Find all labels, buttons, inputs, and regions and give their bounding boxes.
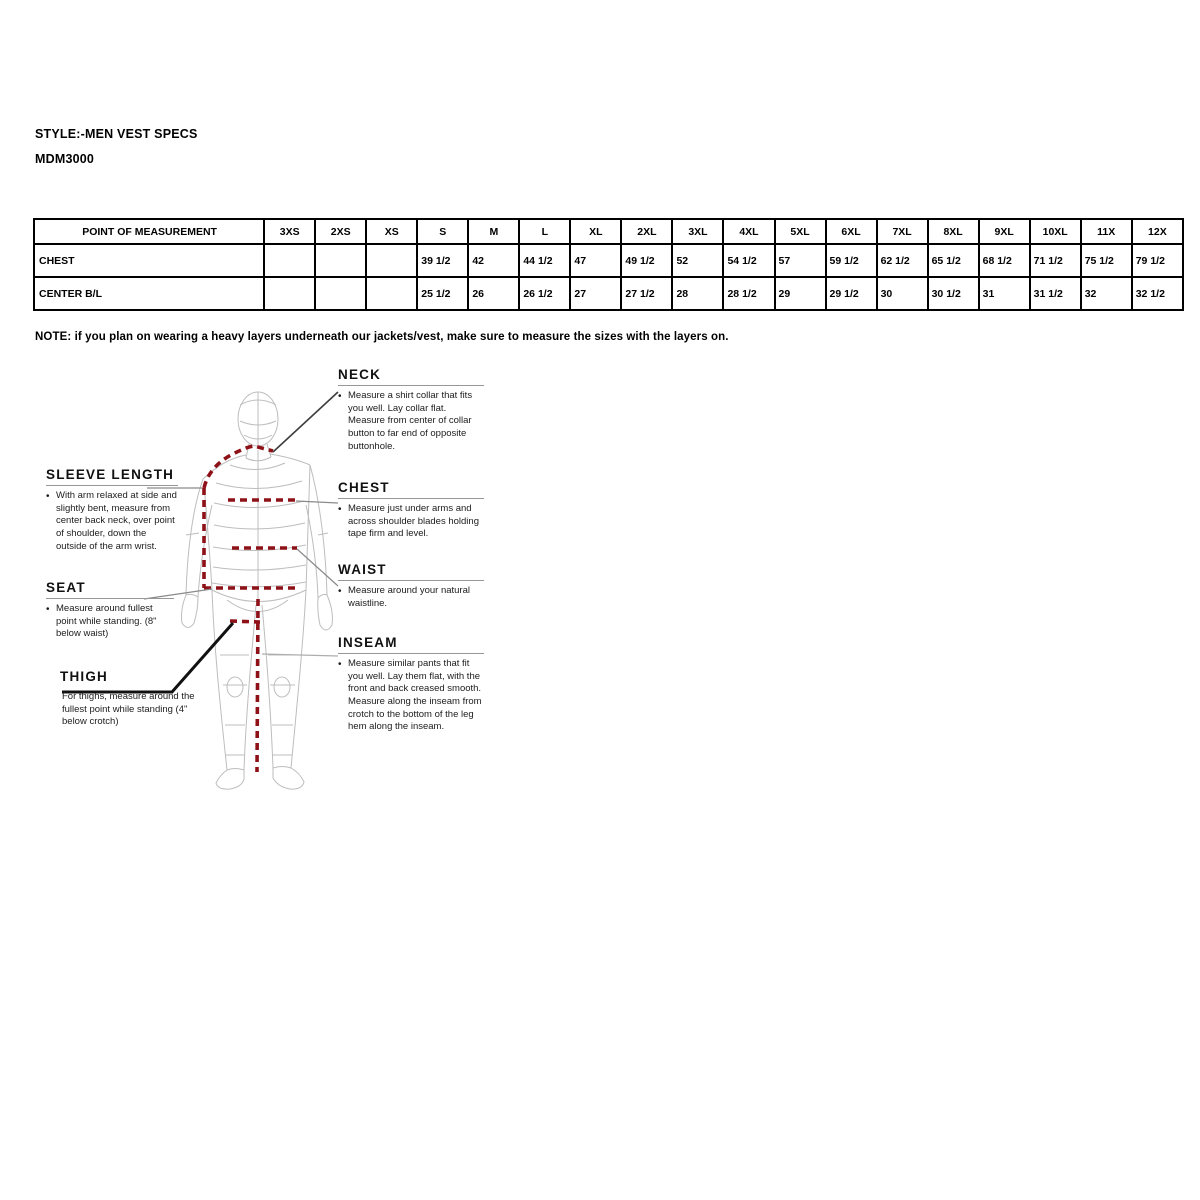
measurement-value-cell: 30 1/2	[928, 277, 979, 310]
measurement-value-cell: 32	[1081, 277, 1132, 310]
guide-neck	[338, 367, 484, 453]
measurement-value-cell: 28	[672, 277, 723, 310]
guide-seat	[46, 580, 174, 641]
guide-waist	[338, 562, 484, 610]
guide-thigh-heading: THIGH	[60, 669, 108, 684]
size-column-header: M	[468, 219, 519, 244]
size-column-header: 12X	[1132, 219, 1183, 244]
measurement-row-label: CENTER B/L	[34, 277, 264, 310]
size-column-header: XS	[366, 219, 417, 244]
guide-sleeve-length-text: • With arm relaxed at side and slightly bent, measure from center back neck, over point of shoulder, down the outside of the arm wrist.	[46, 490, 178, 553]
measurement-value-cell: 27	[570, 277, 621, 310]
measurement-row	[34, 244, 1183, 277]
guide-sleeve-length	[46, 467, 178, 553]
neck-leader-line	[273, 392, 338, 452]
chest-leader-line	[296, 501, 338, 503]
note-text: NOTE: if you plan on wearing a heavy layers underneath our jackets/vest, make sure to measure the sizes with the layers on.	[35, 331, 729, 343]
size-column-header: 7XL	[877, 219, 928, 244]
size-column-header: 3XL	[672, 219, 723, 244]
guide-seat-heading: SEAT	[46, 580, 174, 599]
measurement-value-cell: 31	[979, 277, 1030, 310]
measurement-value-cell: 26	[468, 277, 519, 310]
measurement-value-cell: 57	[775, 244, 826, 277]
measurement-value-cell: 71 1/2	[1030, 244, 1081, 277]
measurement-value-cell: 44 1/2	[519, 244, 570, 277]
size-header-row	[34, 219, 1183, 244]
measurement-row	[34, 277, 1183, 310]
size-column-header: 3XS	[264, 219, 315, 244]
measurement-value-cell: 28 1/2	[723, 277, 774, 310]
guide-seat-text: • Measure around fullest point while standing. (8" below waist)	[46, 603, 174, 641]
size-column-header: 2XL	[621, 219, 672, 244]
guide-neck-text: • Measure a shirt collar that fits you well. Lay collar flat. Measure from center of collar button to far end of opposite buttonhole.	[338, 390, 484, 453]
guide-neck-heading: NECK	[338, 367, 484, 386]
guide-chest-heading: CHEST	[338, 480, 484, 499]
model-number: MDM3000	[35, 152, 95, 166]
measurement-value-cell: 25 1/2	[417, 277, 468, 310]
measurement-value-cell: 42	[468, 244, 519, 277]
guide-chest	[338, 480, 484, 541]
guide-inseam	[338, 635, 484, 734]
measurement-value-cell: 59 1/2	[826, 244, 877, 277]
measurement-value-cell: 32 1/2	[1132, 277, 1183, 310]
measurement-value-cell: 75 1/2	[1081, 244, 1132, 277]
measurement-value-cell: 65 1/2	[928, 244, 979, 277]
size-column-header: 9XL	[979, 219, 1030, 244]
guide-waist-heading: WAIST	[338, 562, 484, 581]
guide-waist-text: • Measure around your natural waistline.	[338, 585, 484, 610]
measurement-value-cell	[366, 244, 417, 277]
style-title: STYLE:-MEN VEST SPECS	[35, 127, 198, 141]
size-column-header: 6XL	[826, 219, 877, 244]
measurement-value-cell: 52	[672, 244, 723, 277]
measurement-value-cell: 31 1/2	[1030, 277, 1081, 310]
measurement-value-cell	[315, 277, 366, 310]
size-column-header: 2XS	[315, 219, 366, 244]
measurement-value-cell: 68 1/2	[979, 244, 1030, 277]
measurement-value-cell: 47	[570, 244, 621, 277]
measurement-value-cell: 62 1/2	[877, 244, 928, 277]
measurement-value-cell	[315, 244, 366, 277]
size-column-header: 10XL	[1030, 219, 1081, 244]
measurement-value-cell: 49 1/2	[621, 244, 672, 277]
size-column-header: S	[417, 219, 468, 244]
size-column-header: 5XL	[775, 219, 826, 244]
measurement-value-cell: 39 1/2	[417, 244, 468, 277]
guide-chest-text: • Measure just under arms and across shoulder blades holding tape firm and level.	[338, 503, 484, 541]
guide-thigh	[60, 669, 200, 729]
measurement-value-cell: 29 1/2	[826, 277, 877, 310]
measurement-value-cell: 29	[775, 277, 826, 310]
measurement-value-cell	[366, 277, 417, 310]
guide-inseam-text: • Measure similar pants that fit you well. Lay them flat, with the front and back creased smooth. Measure along the inseam from crotch to the bottom of the leg hem along the inseam.	[338, 658, 484, 734]
inseam-dash-line	[257, 599, 258, 772]
measurement-dash-lines	[204, 446, 300, 772]
measurement-value-cell	[264, 244, 315, 277]
thigh-dash-line	[230, 621, 260, 622]
size-column-header: 11X	[1081, 219, 1132, 244]
measurement-value-cell	[264, 277, 315, 310]
guide-inseam-heading: INSEAM	[338, 635, 484, 654]
measurement-value-cell: 54 1/2	[723, 244, 774, 277]
measurement-value-cell: 79 1/2	[1132, 244, 1183, 277]
guide-thigh-text: For thighs, measure around the fullest point while standing (4" below crotch)	[62, 691, 195, 728]
measurement-value-cell: 27 1/2	[621, 277, 672, 310]
measurement-value-cell: 30	[877, 277, 928, 310]
measurement-value-cell: 26 1/2	[519, 277, 570, 310]
size-column-header: 8XL	[928, 219, 979, 244]
point-of-measurement-header: POINT OF MEASUREMENT	[34, 219, 264, 244]
size-column-header: XL	[570, 219, 621, 244]
size-spec-table	[33, 218, 1184, 311]
size-column-header: 4XL	[723, 219, 774, 244]
guide-sleeve-length-heading: SLEEVE LENGTH	[46, 467, 178, 486]
neck-dash-line	[204, 446, 273, 488]
measurement-row-label: CHEST	[34, 244, 264, 277]
size-column-header: L	[519, 219, 570, 244]
